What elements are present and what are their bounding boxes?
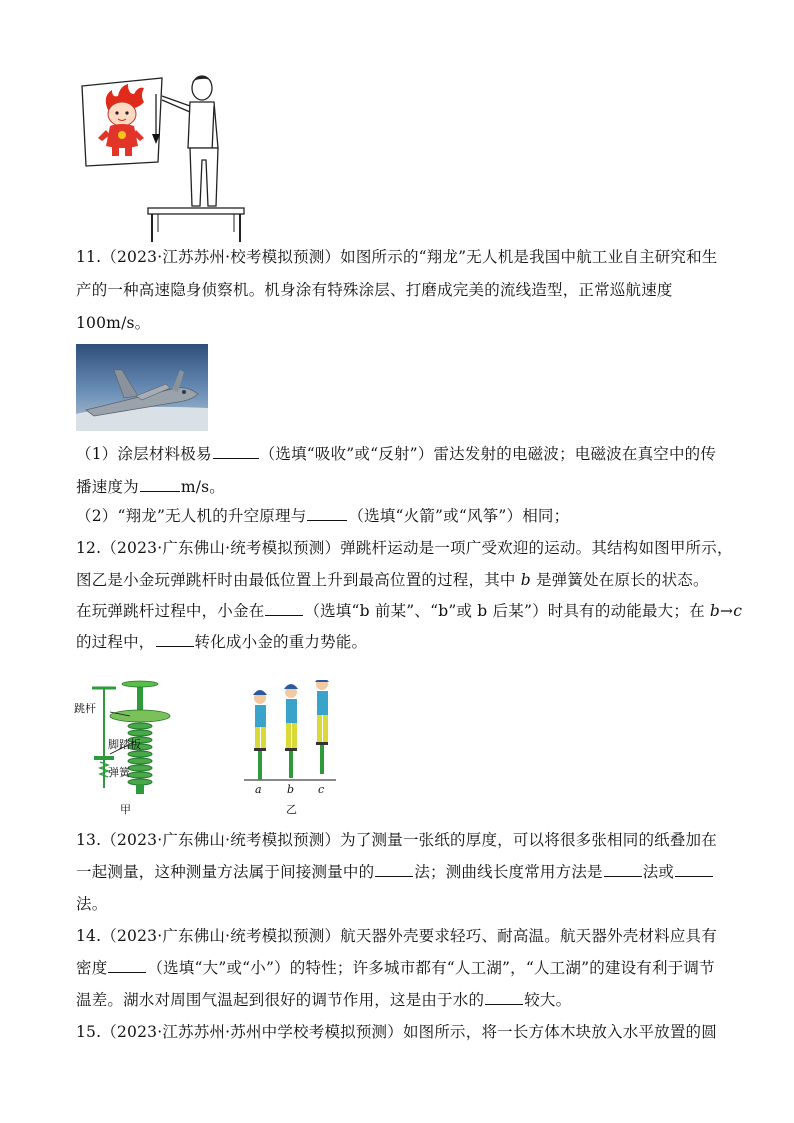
label-yi: 乙 [286, 803, 297, 816]
pogo-stick-figure [74, 680, 344, 820]
q14-line2-text-b: （选填“大”或“小”）的特性；许多城市都有“人工湖”，“人工湖”的建设有利于调节 [147, 959, 715, 977]
q12-line3 [76, 600, 743, 622]
q13-line1: 13.（2023·广东佛山·统考模拟预测）为了测量一张纸的厚度，可以将很多张相同的纸叠加在 [76, 831, 717, 849]
q12-line2-text-a: 图乙是小金玩弹跳杆时由最低位置上升到最高位置的过程，其中 [76, 571, 521, 589]
answer-blank-q12-1[interactable] [265, 600, 303, 616]
q12-var-bc: b→c [709, 602, 743, 620]
answer-blank-q13-1[interactable] [375, 861, 413, 877]
answer-blank-q13-2[interactable] [604, 861, 642, 877]
q12-line2 [76, 569, 720, 591]
drone-photo [76, 344, 208, 431]
q13-line3: 法。 [76, 895, 108, 913]
q11-sub1-line1 [76, 443, 720, 465]
q11-sub1-text-d: m/s。 [180, 478, 225, 496]
answer-blank-q11-2[interactable] [140, 476, 180, 492]
label-b: b [287, 783, 295, 796]
q14-line2 [76, 957, 720, 979]
label-pole: 跳杆 [74, 702, 96, 715]
q12-line2-text-b: 是弹簧处在原长的状态。 [530, 571, 709, 589]
q12-line4-text-a: 的过程中， [76, 633, 155, 651]
q13-line2 [76, 861, 720, 883]
label-jia: 甲 [120, 803, 131, 816]
q11-sub1-text-a: （1）涂层材料极易 [76, 445, 212, 463]
answer-blank-q12-2[interactable] [156, 631, 194, 647]
q14-line3-text-a: 温差。湖水对周围气温起到很好的调节作用，这是由于水的 [76, 991, 485, 1009]
q15-line1: 15.（2023·江苏苏州·苏州中学校考模拟预测）如图所示，将一长方体木块放入水平放置的圆 [76, 1023, 717, 1041]
q11-sub1-line2 [76, 476, 720, 498]
pogo-jump-sequence-yi [244, 680, 336, 816]
answer-blank-q13-3[interactable] [675, 861, 713, 877]
q11-sub2-text-a: （2）“翔龙”无人机的升空原理与 [76, 507, 307, 525]
q13-line2-text-b: 法；测曲线长度常用方法是 [414, 863, 603, 881]
q11-sub2-text-b: （选填“火箭”或“风筝”）相同； [348, 507, 570, 525]
label-a: a [255, 783, 262, 796]
q11-sub1-text-b: （选填“吸收”或“反射”）雷达发射的电磁波；电磁波在真空中的传 [259, 445, 717, 463]
pogo-structure-jia [74, 681, 170, 816]
q14-line1: 14.（2023·广东佛山·统考模拟预测）航天器外壳要求轻巧、耐高温。航天器外壳材料应具有 [76, 927, 717, 945]
q12-line4 [76, 631, 720, 653]
q14-line3-text-b: 较大。 [524, 991, 572, 1009]
answer-blank-q14-2[interactable] [485, 989, 523, 1005]
answer-blank-q11-3[interactable] [307, 505, 347, 521]
label-pedal: 脚踏板 [108, 738, 141, 751]
q11-sub1-text-c: 播速度为 [76, 478, 139, 496]
person-with-poster-figure [78, 72, 248, 244]
q13-line2-text-c: 法或 [642, 863, 675, 881]
q11-sub2-line [76, 505, 720, 527]
q12-line3-text-a: 在玩弹跳杆过程中，小金在 [76, 602, 265, 620]
q12-line3-text-b: （选填“b 前某”、“b”或 b 后某”）时具有的动能最大；在 [304, 602, 710, 620]
q11-line2: 产的一种高速隐身侦察机。机身涂有特殊涂层、打磨成完美的流线造型，正常巡航速度 [76, 281, 673, 299]
label-c: c [318, 783, 325, 796]
q12-line1: 12.（2023·广东佛山·统考模拟预测）弹跳杆运动是一项广受欢迎的运动。其结构如图甲所示， [76, 539, 733, 557]
q13-line2-text-a: 一起测量，这种测量方法属于间接测量中的 [76, 863, 375, 881]
answer-blank-q14-1[interactable] [108, 957, 146, 973]
q14-line3 [76, 989, 720, 1011]
q14-line2-text-a: 密度 [76, 959, 108, 977]
q12-var-b: b [520, 571, 531, 589]
q11-line3: 100m/s。 [76, 314, 151, 332]
label-spring: 弹簧 [108, 766, 130, 779]
q12-line4-text-b: 转化成小金的重力势能。 [194, 633, 368, 651]
q11-line1: 11.（2023·江苏苏州·校考模拟预测）如图所示的“翔龙”无人机是我国中航工业自主研究和生 [76, 248, 718, 266]
answer-blank-q11-1[interactable] [213, 443, 259, 459]
